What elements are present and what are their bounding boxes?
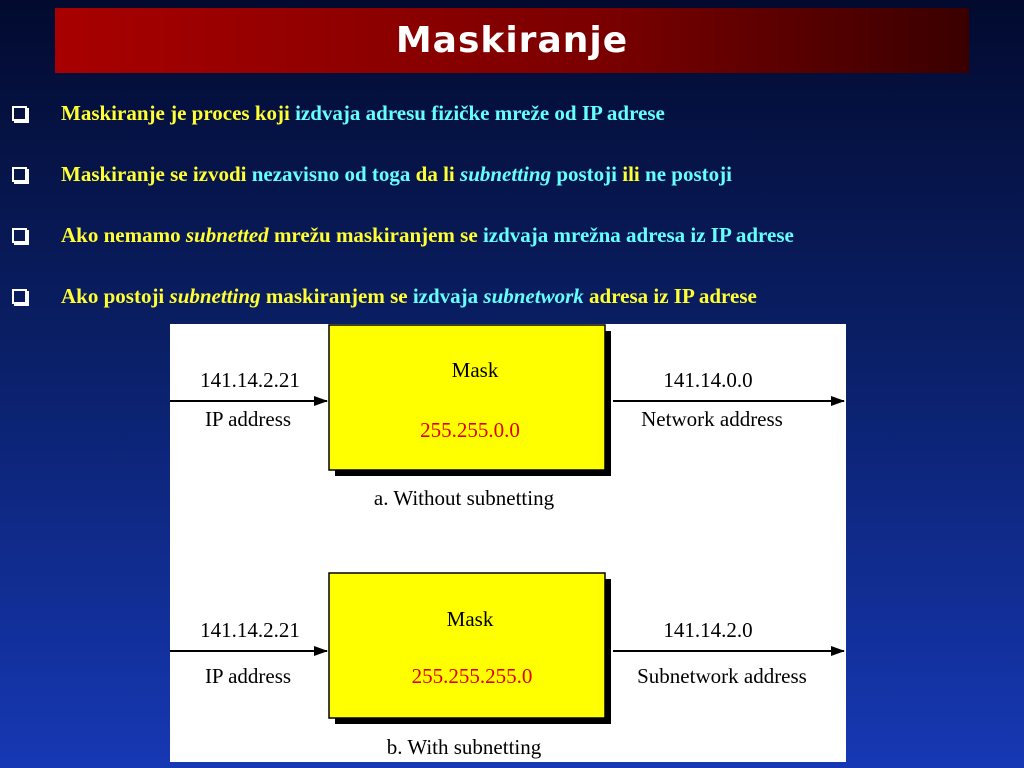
slide-title: Maskiranje bbox=[395, 20, 629, 61]
mask-value-a: 255.255.0.0 bbox=[420, 418, 520, 442]
checkbox-bullet-icon bbox=[12, 289, 27, 304]
bullet-item-2 bbox=[12, 157, 732, 191]
input-label-a: IP address bbox=[204, 407, 292, 431]
output-ip-a: 141.14.0.0 bbox=[663, 368, 753, 392]
bullet-item-4 bbox=[12, 279, 757, 313]
masking-figure bbox=[170, 324, 846, 762]
diagram-a bbox=[170, 325, 844, 510]
output-ip-b: 141.14.2.0 bbox=[663, 618, 753, 642]
caption-a: a. Without subnetting bbox=[373, 486, 555, 510]
mask-box-b bbox=[329, 573, 605, 718]
diagram-b bbox=[170, 573, 844, 759]
bullet-text: Maskiranje se izvodi nezavisno od toga da li subnetting postoji ili ne postoji bbox=[61, 161, 732, 186]
mask-box-a bbox=[329, 325, 605, 470]
masking-diagram bbox=[170, 324, 846, 762]
checkbox-bullet-icon bbox=[12, 228, 27, 243]
bullet-text: Ako postoji subnetting maskiranjem se izdvaja subnetwork adresa iz IP adrese bbox=[61, 283, 757, 308]
input-label-b: IP address bbox=[204, 664, 292, 688]
bullet-text: Maskiranje je proces koji izdvaja adresu fizičke mreže od IP adrese bbox=[61, 100, 665, 125]
checkbox-bullet-icon bbox=[12, 106, 27, 121]
caption-b: b. With subnetting bbox=[386, 735, 542, 759]
checkbox-bullet-icon bbox=[12, 167, 27, 182]
output-label-a: Network address bbox=[641, 407, 783, 431]
bullet-text: Ako nemamo subnetted mrežu maskiranjem se izdvaja mrežna adresa iz IP adrese bbox=[61, 222, 794, 247]
input-ip-b: 141.14.2.21 bbox=[200, 618, 300, 642]
bullet-item-3 bbox=[12, 218, 794, 252]
output-label-b: Subnetwork address bbox=[637, 664, 807, 688]
bullet-item-1 bbox=[12, 96, 665, 130]
mask-value-b: 255.255.255.0 bbox=[411, 664, 533, 688]
title-bar bbox=[55, 8, 969, 73]
mask-title-b: Mask bbox=[446, 607, 494, 631]
input-ip-a: 141.14.2.21 bbox=[200, 368, 300, 392]
mask-title-a: Mask bbox=[451, 358, 499, 382]
